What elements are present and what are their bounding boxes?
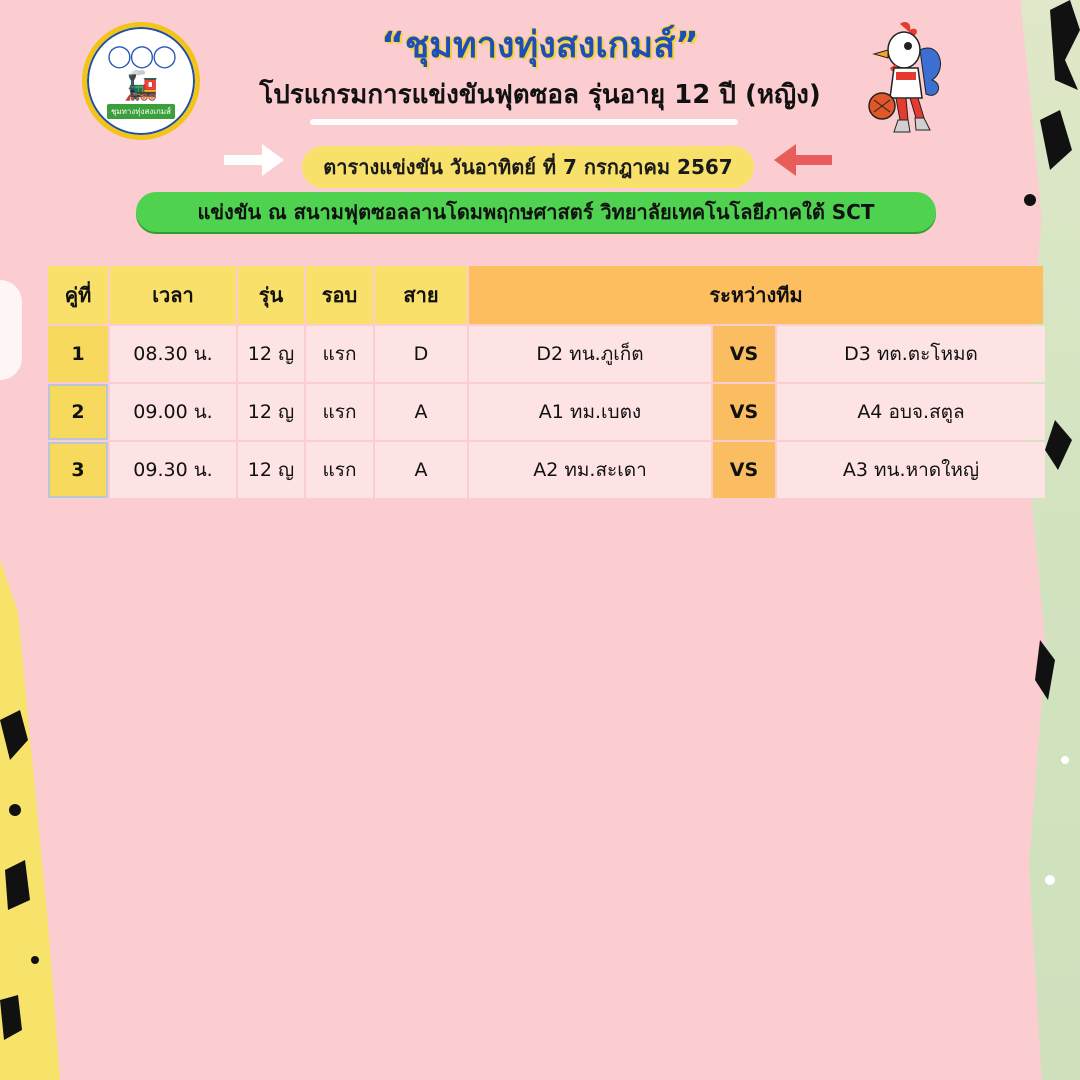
right-pointing-arrow-icon <box>222 140 288 180</box>
team1-cell: A2 ทม.สะเดา <box>469 442 711 498</box>
logo-banner-text: ชุมทางทุ่งสงเกมส์ <box>107 104 175 119</box>
division-cell: 12 ญ <box>238 326 304 382</box>
header-teams: ระหว่างทีม <box>469 266 1043 324</box>
vs-cell: VS <box>713 442 775 498</box>
table-row <box>48 442 1045 498</box>
round-cell: แรก <box>306 384 373 440</box>
left-white-brush-decoration <box>0 280 22 380</box>
left-ink-splatter-decoration <box>0 700 50 1080</box>
time-cell: 09.30 น. <box>110 442 236 498</box>
time-cell: 08.30 น. <box>110 326 236 382</box>
header-match-no: คู่ที่ <box>48 266 108 324</box>
header-round: รอบ <box>306 266 373 324</box>
time-cell: 09.00 น. <box>110 384 236 440</box>
team2-cell: A4 อบจ.สตูล <box>777 384 1045 440</box>
header-time: เวลา <box>110 266 236 324</box>
rooster-mascot-icon <box>860 20 950 135</box>
header-division: รุ่น <box>238 266 304 324</box>
division-cell: 12 ญ <box>238 384 304 440</box>
team1-cell: D2 ทน.ภูเก็ต <box>469 326 711 382</box>
match-schedule-table <box>48 266 1045 500</box>
header-group: สาย <box>375 266 467 324</box>
round-cell: แรก <box>306 326 373 382</box>
team2-cell: A3 ทน.หาดใหญ่ <box>777 442 1045 498</box>
table-row <box>48 384 1045 440</box>
subtitle-underline <box>310 119 738 125</box>
page-title: “ชุมทางทุ่งสงเกมส์” <box>381 25 699 66</box>
division-cell: 12 ญ <box>238 442 304 498</box>
table-header-row <box>48 266 1045 324</box>
match-no-cell: 2 <box>48 384 108 440</box>
team1-cell: A1 ทม.เบตง <box>469 384 711 440</box>
vs-cell: VS <box>713 384 775 440</box>
venue-badge: แข่งขัน ณ สนามฟุตซอลลานโดมพฤกษศาสตร์ วิทยาลัยเทคโนโลยีภาคใต้ SCT <box>136 192 936 232</box>
vs-cell: VS <box>713 326 775 382</box>
group-cell: D <box>375 326 467 382</box>
left-pointing-arrow-icon <box>772 140 834 180</box>
group-cell: A <box>375 384 467 440</box>
table-row <box>48 326 1045 382</box>
right-ink-splatter-decoration <box>1010 0 1080 1080</box>
schedule-date-badge: ตารางแข่งขัน วันอาทิตย์ ที่ 7 กรกฎาคม 2567 <box>302 146 754 188</box>
team2-cell: D3 ทต.ตะโหมด <box>777 326 1045 382</box>
page-subtitle: โปรแกรมการแข่งขันฟุตซอล รุ่นอายุ 12 ปี (หญิง) <box>259 80 821 110</box>
olympic-rings-icon: ◯◯◯ <box>107 43 175 69</box>
round-cell: แรก <box>306 442 373 498</box>
train-icon: 🚂 <box>123 68 159 102</box>
group-cell: A <box>375 442 467 498</box>
match-no-cell: 3 <box>48 442 108 498</box>
match-no-cell: 1 <box>48 326 108 382</box>
